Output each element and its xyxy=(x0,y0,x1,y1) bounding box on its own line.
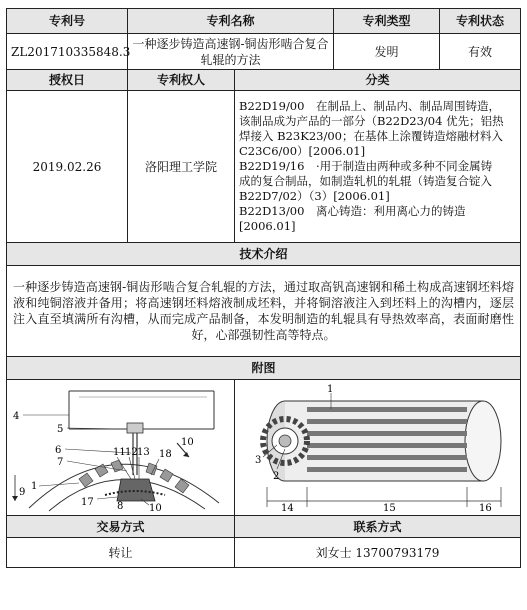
trade-method-header: 交易方式 xyxy=(7,516,235,538)
label: 16 xyxy=(479,502,492,513)
patent-type-header: 专利类型 xyxy=(334,9,440,34)
roll-diagram xyxy=(237,383,517,513)
label: 12 xyxy=(125,446,138,458)
label: 6 xyxy=(55,444,62,456)
contact-header: 联系方式 xyxy=(235,516,521,538)
label: 10 xyxy=(181,436,194,448)
figure-right-cell xyxy=(235,380,521,516)
label: 2 xyxy=(273,470,280,482)
patent-name-value: 一种逐步铸造高速钢-铜齿形啮合复合轧辊的方法 xyxy=(128,34,334,70)
label: 1 xyxy=(31,480,38,492)
classification-value xyxy=(235,91,521,243)
label: 7 xyxy=(57,456,64,468)
classification-line: B22D7/02）（3）[2006.01] xyxy=(239,189,390,203)
figure-left-cell xyxy=(7,380,235,516)
classification-line: C23C6/00）[2006.01] xyxy=(239,144,366,158)
label: 5 xyxy=(57,423,64,435)
label: 10 xyxy=(149,502,162,513)
label: 14 xyxy=(281,502,294,513)
classification-line: [2006.01] xyxy=(239,219,296,233)
classification-line: 成的复合制品，如制造轧机的轧辊（铸造复合锭入 xyxy=(239,174,492,188)
intro-header: 技术介绍 xyxy=(7,243,521,266)
figures-header: 附图 xyxy=(7,357,521,380)
patent-type-value: 发明 xyxy=(334,34,440,70)
classification-line: B22D19/00 在制品上、制品内、制品周围铸造， xyxy=(239,99,500,113)
label: 4 xyxy=(13,410,20,422)
label: 15 xyxy=(383,502,396,513)
label: 8 xyxy=(117,500,124,512)
patent-no-header: 专利号 xyxy=(7,9,128,34)
label: 9 xyxy=(19,486,26,498)
label: 13 xyxy=(137,446,150,458)
label: 11 xyxy=(113,446,126,458)
casting-diagram xyxy=(9,383,231,513)
grant-date-header: 授权日 xyxy=(7,70,128,91)
patent-name-header: 专利名称 xyxy=(128,9,334,34)
patentee-header: 专利权人 xyxy=(128,70,235,91)
patent-status-value: 有效 xyxy=(440,34,521,70)
patentee-value: 洛阳理工学院 xyxy=(128,91,235,243)
label: 3 xyxy=(255,454,262,466)
grant-date-value: 2019.02.26 xyxy=(7,91,128,243)
classification-header: 分类 xyxy=(235,70,521,91)
classification-line: 焊接入 B23K23/00；在基体上涂覆铸造熔融材料入 xyxy=(239,129,503,143)
patent-table xyxy=(6,8,521,568)
label: 18 xyxy=(159,448,172,460)
contact-value: 刘女士 13700793179 xyxy=(235,538,521,568)
label: 1 xyxy=(327,383,334,395)
classification-line: B22D13/00 离心铸造：利用离心力的铸造 xyxy=(239,204,466,218)
patent-status-header: 专利状态 xyxy=(440,9,521,34)
intro-text: 一种逐步铸造高速钢-铜齿形啮合复合轧辊的方法，通过取高钒高速钢和稀土构成高速钢坯料熔液和纯铜溶液并备用；将高速钢坯料熔液制成坯料，并将铜溶液注入到坯料上的沟槽内，逐层注入直至填满所有沟槽，从而完成产品制备，本发明制造的轧辊具有导热效率高，表面耐磨性好，心部强韧性高等特点。 xyxy=(7,266,521,357)
classification-line: 该制品成为产品的一部分（B22D23/04 优先；铝热 xyxy=(239,114,504,128)
classification-line: B22D19/16 ·用于制造由两种或多种不同金属铸 xyxy=(239,159,493,173)
trade-method-value: 转让 xyxy=(7,538,235,568)
patent-no-value: ZL201710335848.3 xyxy=(7,34,128,70)
label: 17 xyxy=(81,496,94,508)
